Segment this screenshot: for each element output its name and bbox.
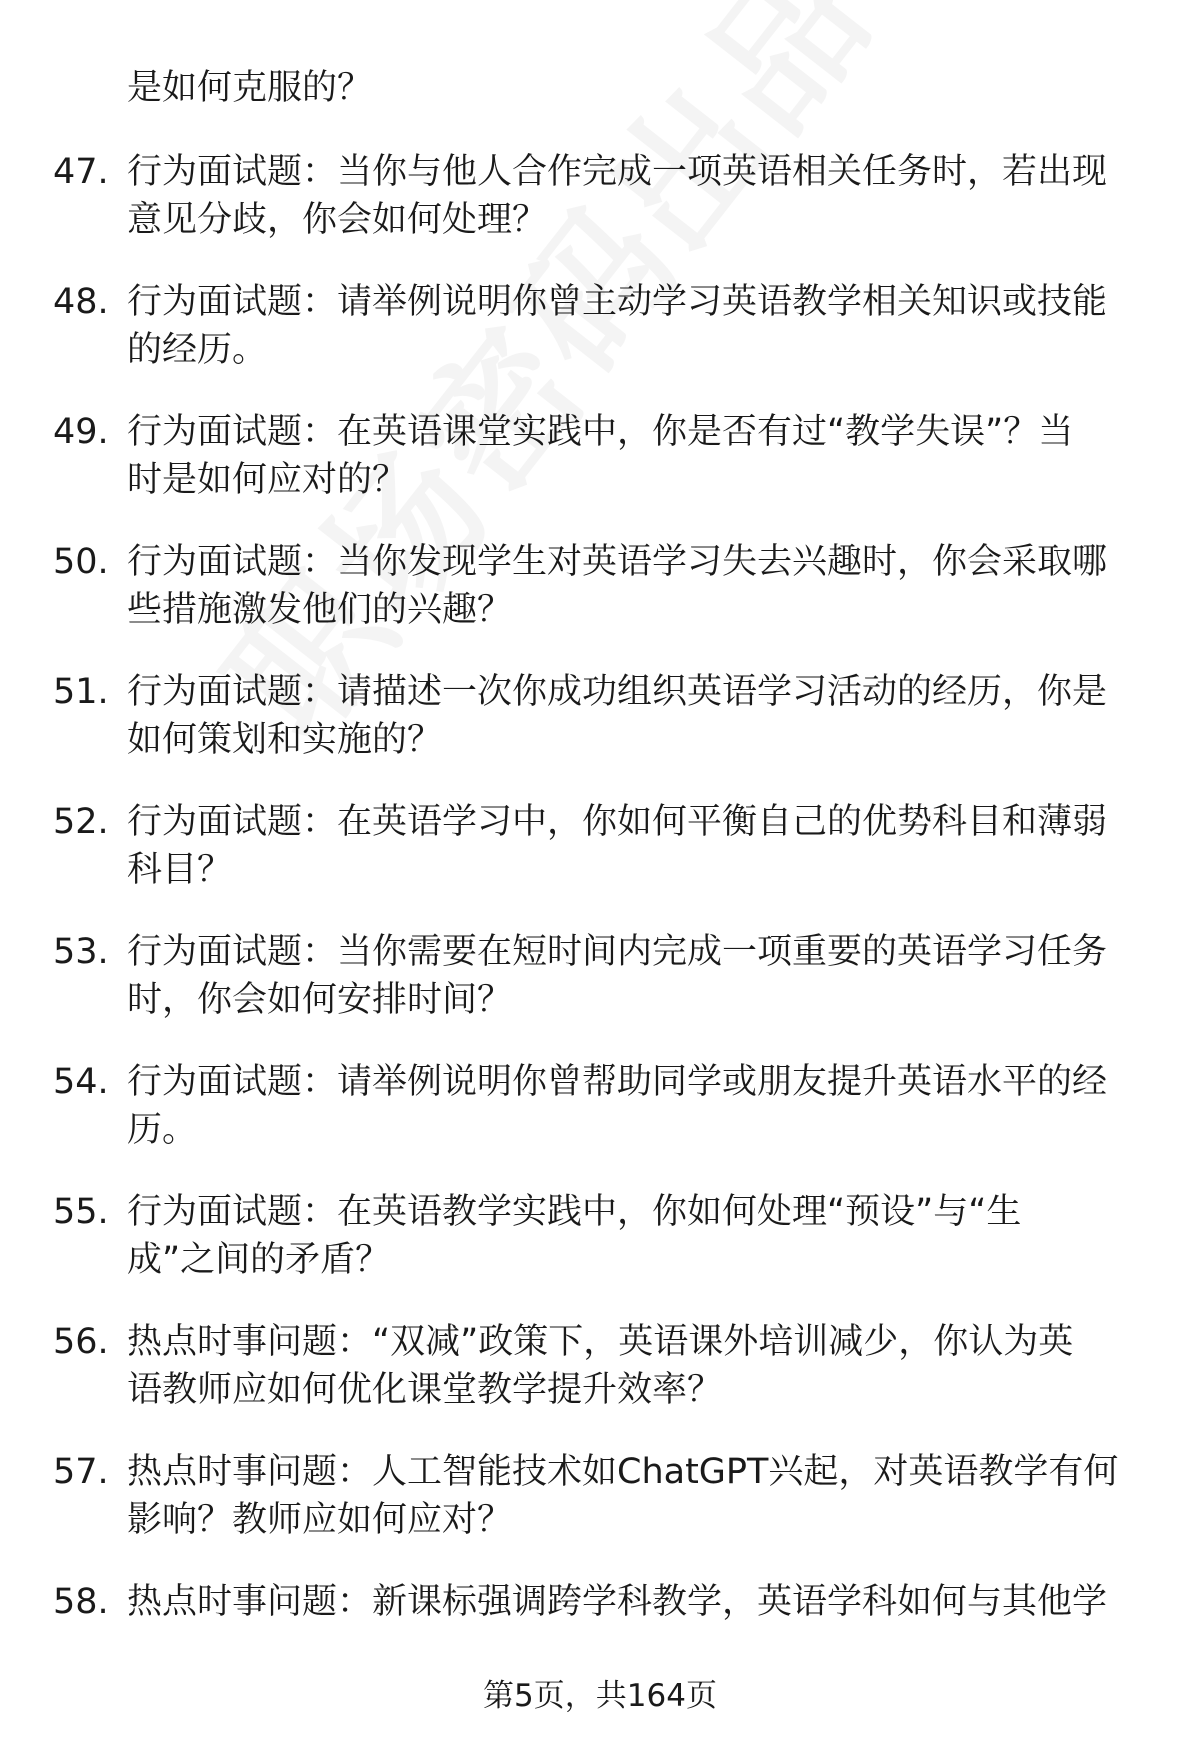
question-number: 50. — [53, 542, 109, 582]
question-number: 55. — [53, 1192, 109, 1232]
question-text-line1: 热点时事问题：“双减”政策下，英语课外培训减少，你认为英 — [127, 1322, 1074, 1362]
question-text-line1: 行为面试题：在英语学习中，你如何平衡自己的优势科目和薄弱 — [127, 802, 1108, 842]
question-text-line2: 时是如何应对的？ — [127, 460, 408, 500]
question-text-line2: 如何策划和实施的？ — [127, 720, 443, 760]
question-text-line1: 行为面试题：在英语教学实践中，你如何处理“预设”与“生 — [127, 1192, 1022, 1232]
question-number: 52. — [53, 802, 109, 842]
question-text-line1: 行为面试题：请描述一次你成功组织英语学习活动的经历，你是 — [127, 672, 1108, 712]
question-text-line2: 成”之间的矛盾？ — [127, 1240, 391, 1280]
question-number: 54. — [53, 1062, 109, 1102]
question-number: 57. — [53, 1452, 109, 1492]
question-text-line1: 热点时事问题：新课标强调跨学科教学，英语学科如何与其他学 — [127, 1582, 1108, 1622]
question-number: 53. — [53, 932, 109, 972]
question-number: 58. — [53, 1582, 109, 1622]
question-text-line2: 些措施激发他们的兴趣？ — [127, 590, 513, 630]
question-text-line1: 行为面试题：在英语课堂实践中，你是否有过“教学失误”？当 — [127, 412, 1074, 452]
watermark — [170, 0, 956, 773]
question-text-line1: 行为面试题：当你与他人合作完成一项英语相关任务时，若出现 — [127, 152, 1108, 192]
continuation-text: 是如何克服的？ — [127, 68, 373, 108]
question-number: 51. — [53, 672, 109, 712]
question-number: 49. — [53, 412, 109, 452]
question-number: 56. — [53, 1322, 109, 1362]
page-footer: 第5页，共164页 — [483, 1678, 717, 1714]
question-number: 48. — [53, 282, 109, 322]
question-text-line2: 意见分歧，你会如何处理？ — [127, 200, 548, 240]
question-text-line2: 历。 — [127, 1110, 198, 1150]
question-text-line1: 行为面试题：请举例说明你曾帮助同学或朋友提升英语水平的经 — [127, 1062, 1108, 1102]
question-text-line2: 时，你会如何安排时间？ — [127, 980, 513, 1020]
question-text-line2: 科目？ — [127, 850, 233, 890]
question-text-line1: 行为面试题：当你需要在短时间内完成一项重要的英语学习任务 — [127, 932, 1108, 972]
question-text-line1: 行为面试题：请举例说明你曾主动学习英语教学相关知识或技能 — [127, 282, 1108, 322]
question-number: 47. — [53, 152, 109, 192]
question-text-line2: 语教师应如何优化课堂教学提升效率？ — [127, 1370, 723, 1410]
question-text-line2: 影响？教师应如何应对？ — [127, 1500, 513, 1540]
question-text-line2: 的经历。 — [127, 330, 268, 370]
question-text-line1: 行为面试题：当你发现学生对英语学习失去兴趣时，你会采取哪 — [127, 542, 1108, 582]
question-text-line1: 热点时事问题：人工智能技术如ChatGPT兴起，对英语教学有何 — [127, 1452, 1119, 1492]
